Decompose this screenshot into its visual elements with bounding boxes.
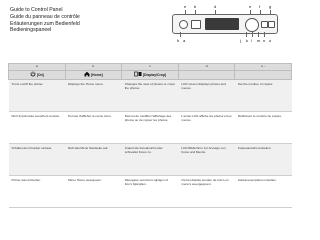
table-cell: Permet d'afficher le menu Accu. (65, 111, 122, 143)
copies-button (261, 21, 268, 28)
header-cell-empty (235, 71, 292, 80)
table-cell: LCD screen displays photos and menus. (178, 79, 235, 111)
stop-button (268, 21, 275, 28)
table-cell: Ruft das Menü Startseite auf. (65, 143, 122, 175)
callout-label: g (269, 4, 272, 9)
callout-line (180, 32, 181, 37)
callout-label: k (246, 38, 248, 43)
callout-label: d (214, 4, 217, 9)
power-icon (30, 71, 36, 79)
lcd-screen (205, 18, 239, 30)
table-cell: Turns on/off the printer. (9, 79, 66, 111)
letter-row (9, 64, 292, 71)
table-row-german (9, 143, 292, 175)
callout-line (258, 32, 259, 37)
power-button (179, 20, 188, 29)
callout-label: o (269, 38, 272, 43)
title-german: Erläuterungen zum Bedienfeld (10, 20, 80, 27)
home-icon (84, 71, 90, 79)
title-block (10, 7, 80, 34)
callout-line (264, 32, 265, 37)
table-cell: L'écran LCD affiche les photos et les menus. (178, 111, 235, 143)
table-cell: Ändert die Fotoansicht oder schneidet Fotos zu. (122, 143, 179, 175)
header-row (9, 71, 292, 80)
callout-label: e (184, 4, 187, 9)
header-label: [Home] (91, 72, 103, 77)
callout-label: n (263, 38, 266, 43)
column-letter: e - (235, 64, 292, 71)
table-cell: Displays the Home menu. (65, 79, 122, 111)
table-cell: Définissez le nombre de copies. (235, 111, 292, 143)
title-french: Guide du panneau de contrôle (10, 13, 80, 20)
table-cell: Weergave van foto's wijzigen of foto's bijsnijden. (122, 175, 179, 207)
table-row-dutch (9, 175, 292, 207)
home-button (191, 20, 201, 29)
callout-label: m (257, 38, 261, 43)
column-letter: a (9, 64, 66, 71)
header-cell-home (65, 71, 122, 80)
callout-label: e (249, 4, 252, 9)
table-cell: Set the number of copies. (235, 79, 292, 111)
column-letter: d (178, 64, 235, 71)
header-cell-on (9, 71, 66, 80)
table-cell: Aantal exemplaren instellen. (235, 175, 292, 207)
table-cell: Permet de modifier l'affichage des photos ou de rogner les photos. (122, 111, 179, 143)
control-panel-diagram (160, 4, 288, 44)
callout-line (252, 32, 253, 37)
function-table (8, 63, 292, 208)
header-cell-display-crop (122, 71, 179, 80)
table-cell: Printer aan-/uitzetten. (9, 175, 66, 207)
table-cell: Menu Home weergeven. (65, 175, 122, 207)
display-crop-icon (134, 71, 142, 79)
table-row-french (9, 111, 292, 143)
table-cell: Kopienanzahl einstellen. (235, 143, 292, 175)
navigation-pad (245, 18, 259, 32)
table-cell: Op het display worden de foto's en menu's weergegeven. (178, 175, 235, 207)
callout-label: f (259, 4, 261, 9)
callout-label: h (177, 38, 180, 43)
title-dutch: Bedieningspaneel (10, 27, 52, 34)
header-cell-empty (178, 71, 235, 80)
table-cell: Schaltet den Drucker ein/aus. (9, 143, 66, 175)
header-label: [On] (36, 72, 44, 77)
column-letter: b (65, 64, 122, 71)
table-cell: Changes the view of photos or crops the photos. (122, 79, 179, 111)
column-letter: c (122, 64, 179, 71)
callout-label: l (251, 38, 252, 43)
callout-label: j (240, 38, 241, 43)
table-cell: Met l'imprimante sous/hors tension. (9, 111, 66, 143)
callout-line (246, 32, 247, 37)
table-row-english (9, 79, 292, 111)
table-cell: LCD-Bildschirm zur Anzeige von Fotos und Menüs. (178, 143, 235, 175)
printer-control-panel (172, 14, 278, 34)
callout-label: a (183, 38, 186, 43)
header-label: [Display/Crop] (142, 72, 167, 77)
title-english: Guide to Control Panel (10, 7, 63, 13)
callout-label: b (194, 4, 197, 9)
